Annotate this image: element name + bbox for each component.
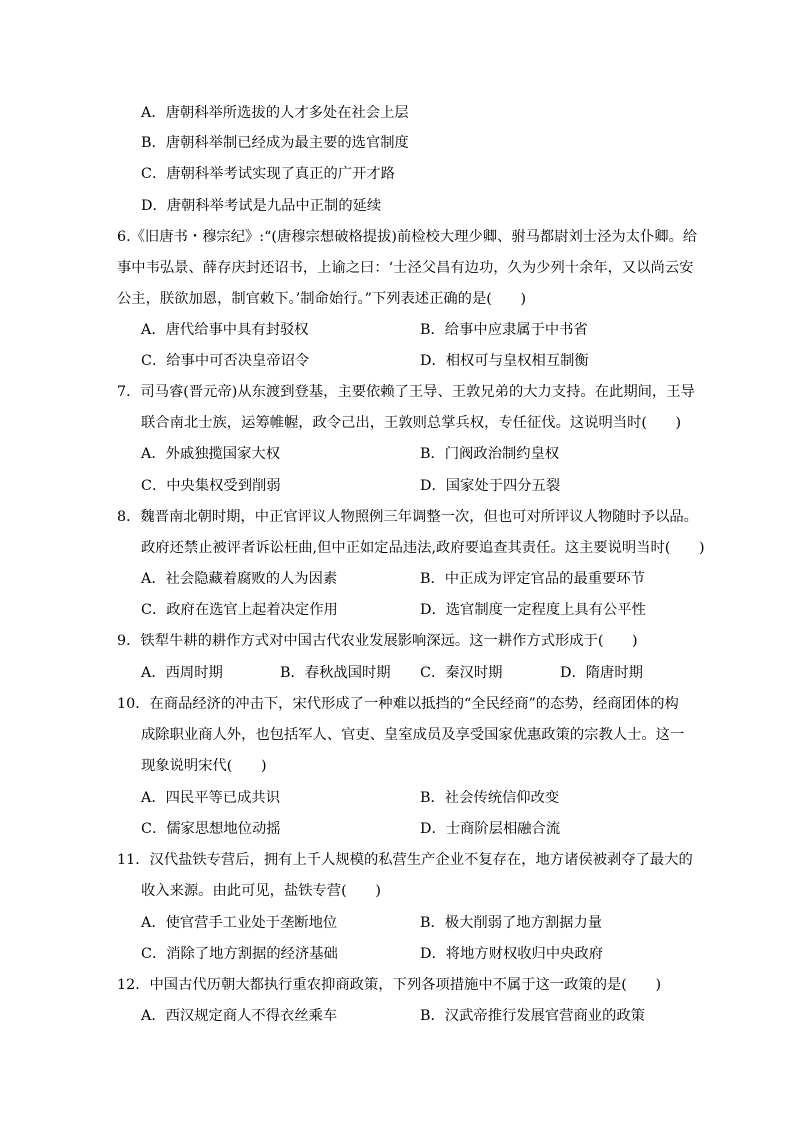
q11-option-b: B．极大削弱了地方割据力量 <box>420 915 603 931</box>
q10-stem-line-1: 10．在商品经济的冲击下，宋代形成了一种难以抵挡的“全民经商”的态势，经商团体的构 <box>117 696 679 712</box>
q8-option-b: B．中正成为评定官品的最重要环节 <box>420 571 645 587</box>
q11-stem-line-1: 11．汉代盐铁专营后，拥有上千人规模的私营生产企业不复存在，地方诸侯被剥夺了最大的 <box>117 852 693 868</box>
q10-option-a: A．四民平等已成共识 <box>141 790 280 806</box>
q11-option-a: A．使官营手工业处于垄断地位 <box>141 915 338 931</box>
q6-stem-line-1: 6.《旧唐书・穆宗纪》:“(唐穆宗想破格提拔)前检校大理少卿、驸马都尉刘士泾为太仆卿。给 <box>117 229 698 245</box>
q6-option-b: B．给事中应隶属于中书省 <box>420 322 588 338</box>
q7-stem-line-1: 7．司马睿(晋元帝)从东渡到登基，主要依赖了王导、王敦兄弟的大力支持。在此期间，王导 <box>117 384 695 400</box>
q9-option-d: D．隋唐时期 <box>560 665 643 681</box>
q8-option-a: A．社会隐藏着腐败的人为因素 <box>141 571 338 587</box>
q5-option-c: C．唐朝科举考试实现了真正的广开才路 <box>141 166 395 182</box>
q12-option-a: A．西汉规定商人不得衣丝乘车 <box>141 1008 338 1024</box>
q7-option-a: A．外戚独揽国家大权 <box>141 446 280 462</box>
q10-stem-line-3: 现象说明宋代( ) <box>141 758 267 774</box>
q7-stem-line-2: 联合南北士族，运筹帷幄，政令己出，王敦则总掌兵权，专任征伐。这说明当时( ) <box>141 415 682 431</box>
q6-stem-line-3: 公主，朕欲加恩，制官敕下。’制命始行。”下列表述正确的是( ) <box>117 291 527 307</box>
q6-option-a: A．唐代给事中具有封驳权 <box>141 322 309 338</box>
q9-option-c: C．秦汉时期 <box>420 665 503 681</box>
q5-option-b: B．唐朝科举制已经成为最主要的选官制度 <box>141 135 409 151</box>
q11-option-d: D．将地方财权收归中央政府 <box>420 946 604 962</box>
q10-option-c: C．儒家思想地位动摇 <box>141 821 281 837</box>
q6-stem-line-2: 事中韦弘景、薛存庆封还诏书，上谕之曰：‘士泾父昌有边功，久为少列十余年，又以尚云安 <box>117 260 694 276</box>
q5-option-a: A．唐朝科举所选拔的人才多处在社会上层 <box>141 105 409 121</box>
q9-option-b: B．春秋战国时期 <box>280 665 391 681</box>
q10-stem-line-2: 成除职业商人外，也包括军人、官吏、皇室成员及享受国家优惠政策的宗教人士。这一 <box>141 727 685 743</box>
q8-option-d: D．选官制度一定程度上具有公平性 <box>420 602 646 618</box>
q7-option-b: B．门阀政治制约皇权 <box>420 446 560 462</box>
q6-option-c: C．给事中可否决皇帝诏令 <box>141 353 310 369</box>
q11-stem-line-2: 收入来源。由此可见，盐铁专营( ) <box>141 883 381 899</box>
q8-option-c: C．政府在选官上起着决定作用 <box>141 602 338 618</box>
q8-stem-line-1: 8．魏晋南北朝时期，中正官评议人物照例三年调整一次，但也可对所评议人物随时予以品。 <box>117 509 698 525</box>
q5-option-d: D．唐朝科举考试是九品中正制的延续 <box>141 198 382 214</box>
q10-option-b: B．社会传统信仰改变 <box>420 790 560 806</box>
q7-option-c: C．中央集权受到削弱 <box>141 478 281 494</box>
q12-stem-line-1: 12．中国古代历朝大都执行重农抑商政策，下列各项措施中不属于这一政策的是( ) <box>117 977 662 993</box>
q7-option-d: D．国家处于四分五裂 <box>420 478 561 494</box>
q9-option-a: A．西周时期 <box>141 665 223 681</box>
q10-option-d: D．士商阶层相融合流 <box>420 821 561 837</box>
q11-option-c: C．消除了地方割据的经济基础 <box>141 946 338 962</box>
q6-option-d: D．相权可与皇权相互制衡 <box>420 353 589 369</box>
q9-stem-line-1: 9．铁犁牛耕的耕作方式对中国古代农业发展影响深远。这一耕作方式形成于( ) <box>117 633 638 649</box>
q8-stem-line-2: 政府还禁止被评者诉讼枉曲,但中正如定品违法,政府要追查其责任。这主要说明当时( ) <box>141 540 705 556</box>
q12-option-b: B．汉武帝推行发展官营商业的政策 <box>420 1008 645 1024</box>
